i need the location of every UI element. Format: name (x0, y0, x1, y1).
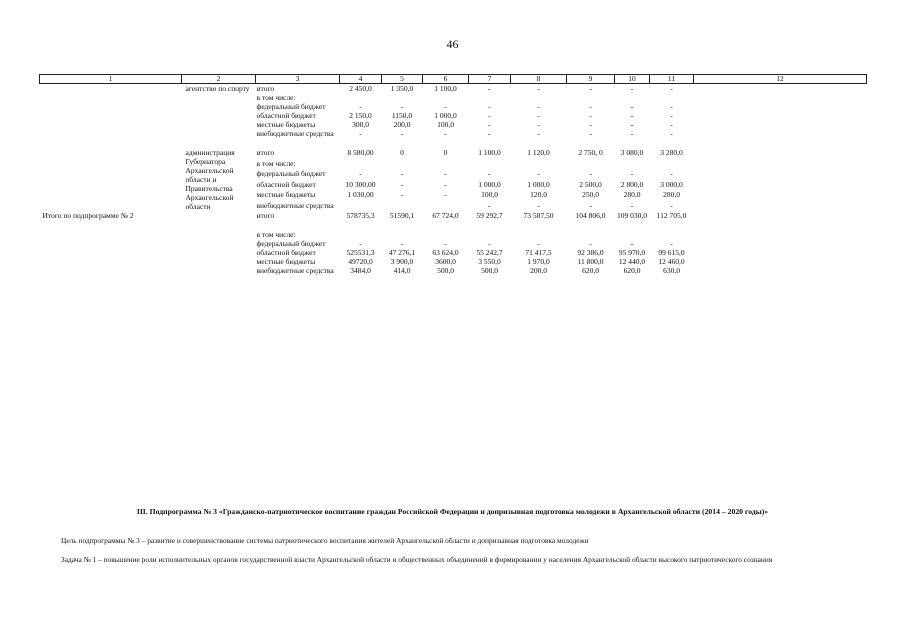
value-cell: - (444, 190, 447, 199)
spacer-row (40, 138, 867, 148)
value-cell: 3484,0 (350, 266, 371, 275)
value-cell: 10 300,00 (345, 179, 376, 189)
funding-source-label: итого (256, 211, 275, 220)
value-cell: 200,0 (393, 120, 411, 129)
funding-source-label: федеральный бюджет (256, 169, 326, 178)
value-cell: - (444, 169, 447, 178)
value-cell: 1 030,00 (347, 190, 374, 199)
note-cell (694, 257, 867, 266)
note-cell (694, 148, 867, 159)
value-cell: - (359, 102, 362, 111)
value-cell (567, 220, 615, 239)
table-row (40, 84, 867, 94)
value-cell: 3 280,0 (660, 148, 683, 157)
value-cell (650, 93, 694, 102)
value-cell: - (537, 169, 540, 178)
funding-source-label: федеральный бюджет (256, 239, 326, 248)
value-cell: 47 276,1 (388, 248, 416, 257)
value-cell: 414,0 (393, 266, 411, 275)
column-header: 12 (694, 75, 867, 84)
value-cell: 1 100,0 (434, 84, 457, 93)
value-cell: 1 000,0 (527, 179, 550, 189)
value-cell: 300,0 (352, 120, 369, 129)
value-cell (511, 159, 567, 170)
value-cell: 2 500,0 (579, 179, 602, 189)
column-header: 6 (423, 75, 469, 84)
funding-source-label: областной бюджет (256, 248, 316, 257)
note-cell (694, 84, 867, 94)
funding-source-label: федеральный бюджет (256, 102, 326, 111)
value-cell: 1 100,0 (478, 148, 501, 157)
value-cell: - (589, 129, 592, 138)
value-cell: 1 350,0 (390, 84, 414, 93)
value-cell: - (537, 239, 540, 248)
note-cell (694, 239, 867, 248)
value-cell: 1 970,0 (527, 257, 550, 266)
table-header-row (40, 75, 867, 84)
value-cell: - (537, 200, 540, 210)
value-cell: 525531,3 (346, 248, 375, 257)
value-cell: - (488, 111, 491, 120)
note-cell (694, 211, 867, 220)
value-cell: - (630, 200, 634, 210)
value-cell: - (488, 120, 491, 129)
value-cell: 3 080,0 (620, 148, 644, 157)
executor-name: агентство по спорту (185, 84, 250, 93)
goal-paragraph: Цель подпрограммы № 3 – развитие и совершенствование системы патриотического воспитания жителей Архангельской области и допризывная подготовка молодежи (61, 536, 589, 545)
value-cell: 12 460,0 (658, 257, 685, 266)
table-row (40, 148, 867, 159)
page-number: 46 (446, 37, 459, 51)
value-cell: - (670, 84, 673, 93)
column-header: 8 (511, 75, 567, 84)
value-cell: 3 900,0 (390, 257, 414, 266)
group-title: Итого по подпрограмме № 2 (42, 211, 134, 220)
value-cell: 1 000,0 (478, 179, 501, 189)
value-cell: 280,0 (663, 190, 680, 199)
value-cell (423, 93, 469, 102)
task-paragraph: Задача № 1 – повышение роли исполнительных органов государственной власти Архангельской области и общественных объединений в формировании у населения Архангельской области высокого патриотического сознания (61, 555, 773, 564)
value-cell (340, 201, 382, 212)
note-cell (694, 201, 867, 212)
value-cell: - (488, 129, 491, 138)
value-cell: 99 615,0 (658, 248, 685, 257)
value-cell: - (630, 120, 634, 129)
value-cell: - (670, 239, 673, 248)
value-cell: 92 386,0 (577, 248, 604, 257)
value-cell: - (359, 129, 362, 138)
value-cell: - (488, 239, 491, 248)
funding-source-label: итого (256, 148, 275, 157)
note-cell (694, 220, 867, 239)
note-cell (694, 180, 867, 191)
column-header: 11 (650, 75, 694, 84)
value-cell: - (400, 239, 404, 248)
value-cell: - (400, 102, 404, 111)
value-cell: 95 970,0 (618, 248, 646, 257)
value-cell: - (444, 102, 447, 111)
value-cell: - (589, 84, 592, 93)
funding-source-label: местные бюджеты (256, 120, 316, 129)
note-cell (694, 248, 867, 257)
column-header: 7 (469, 75, 511, 84)
column-header: 3 (256, 75, 340, 84)
funding-source-label: внебюджетные средства (256, 200, 334, 210)
note-cell (694, 93, 867, 102)
value-cell: - (589, 239, 592, 248)
note-cell (694, 190, 867, 201)
value-cell: 11 800,0 (577, 257, 604, 266)
value-cell: - (630, 129, 634, 138)
column-header: 1 (40, 75, 182, 84)
value-cell: 280,0 (623, 190, 641, 199)
executor-name: администрация Губернатора Архангельской области и Правительства Архангельской области (185, 148, 235, 211)
value-cell: 200,0 (530, 266, 547, 275)
value-cell: - (630, 111, 634, 120)
value-cell: - (488, 169, 491, 178)
value-cell: 2 150,0 (349, 111, 372, 120)
value-cell: - (589, 102, 592, 111)
funding-source-label: внебюджетные средства (256, 129, 334, 138)
value-cell: 12 440,0 (618, 257, 646, 266)
value-cell: - (400, 129, 404, 138)
column-header: 9 (567, 75, 615, 84)
value-cell: - (670, 111, 673, 120)
value-cell: 3 000,0 (660, 179, 683, 189)
value-cell (340, 220, 382, 239)
value-cell: - (359, 239, 362, 248)
empty-cell (40, 84, 182, 139)
value-cell: 3600,0 (435, 257, 456, 266)
note-cell (694, 111, 867, 120)
value-cell: - (537, 111, 540, 120)
value-cell: 578735,3 (346, 211, 375, 220)
note-cell (694, 169, 867, 180)
value-cell: - (589, 169, 592, 178)
value-cell: - (444, 179, 447, 189)
funding-source-label: внебюджетные средства (256, 266, 334, 275)
value-cell: - (444, 129, 447, 138)
value-cell: - (400, 169, 404, 178)
note-cell (694, 266, 867, 275)
spacer-cell (40, 138, 867, 148)
value-cell (382, 93, 423, 102)
value-cell: - (400, 179, 404, 189)
value-cell: 2 750, 0 (578, 148, 603, 157)
note-cell (694, 120, 867, 129)
value-cell (340, 159, 382, 170)
value-cell: - (488, 84, 491, 93)
value-cell: 620,0 (623, 266, 641, 275)
value-cell: 2 800,0 (620, 179, 644, 189)
value-cell: 120,0 (530, 190, 547, 199)
value-cell (511, 220, 567, 239)
funding-source-label: местные бюджеты (256, 257, 316, 266)
value-cell: 0 (443, 148, 448, 157)
empty-cell (40, 148, 182, 211)
note-cell (694, 159, 867, 170)
value-cell: 51590,1 (389, 211, 415, 220)
table-row (40, 211, 867, 220)
value-cell: - (630, 102, 634, 111)
section-heading: III. Подпрограмма № 3 «Гражданско-патриотическое воспитание граждан Российской Федерации и допризывная подготовка молодежи в Архангельской области (2014 – 2020 годы)» (136, 507, 769, 516)
column-header: 10 (615, 75, 650, 84)
value-cell: - (589, 111, 592, 120)
budget-table (39, 74, 867, 275)
value-cell: 49720,0 (348, 257, 373, 266)
empty-cell (182, 211, 256, 275)
funding-source-label: в том числе: (256, 230, 296, 239)
funding-source-label: в том числе: (256, 93, 296, 102)
funding-source-label: итого (256, 84, 275, 93)
value-cell: 620,0 (582, 266, 599, 275)
value-cell: 500,0 (481, 266, 498, 275)
value-cell: 100,0 (481, 190, 498, 199)
value-cell: - (670, 169, 673, 178)
value-cell: - (630, 239, 634, 248)
value-cell: - (359, 169, 362, 178)
value-cell: - (589, 200, 592, 210)
value-cell: 71 417,5 (525, 248, 552, 257)
value-cell: 8 580,00 (347, 148, 374, 157)
value-cell (567, 93, 615, 102)
column-header: 2 (182, 75, 256, 84)
value-cell (469, 93, 511, 102)
value-cell: 3 550,0 (478, 257, 501, 266)
value-cell (650, 220, 694, 239)
value-cell: - (670, 120, 673, 129)
value-cell (469, 159, 511, 170)
value-cell: - (488, 200, 491, 210)
value-cell: 500,0 (437, 266, 454, 275)
value-cell: 67 724,0 (432, 211, 459, 220)
note-cell (694, 102, 867, 111)
value-cell (567, 159, 615, 170)
value-cell: 0 (400, 148, 404, 157)
funding-source-label: в том числе: (256, 158, 296, 168)
value-cell: - (400, 190, 404, 199)
value-cell (469, 220, 511, 239)
value-cell: 630,0 (663, 266, 680, 275)
value-cell: - (630, 84, 634, 93)
value-cell: - (589, 120, 592, 129)
value-cell: - (537, 102, 540, 111)
value-cell: - (670, 102, 673, 111)
value-cell (650, 159, 694, 170)
value-cell: 73 587,50 (523, 211, 554, 220)
value-cell (340, 93, 382, 102)
value-cell: 1150,0 (391, 111, 413, 120)
value-cell: 250,0 (582, 190, 599, 199)
note-cell (694, 129, 867, 138)
value-cell (511, 93, 567, 102)
value-cell: 1 120,0 (527, 148, 550, 157)
value-cell (382, 159, 423, 170)
value-cell: - (444, 239, 447, 248)
value-cell: - (537, 120, 540, 129)
value-cell (382, 220, 423, 239)
value-cell: - (670, 200, 673, 210)
value-cell: 112 705,0 (656, 211, 687, 220)
value-cell (423, 201, 469, 212)
value-cell (615, 159, 650, 170)
value-cell: 100,0 (437, 120, 454, 129)
value-cell: - (537, 84, 540, 93)
value-cell (615, 93, 650, 102)
value-cell: 1 000,0 (434, 111, 457, 120)
value-cell (615, 220, 650, 239)
value-cell: 109 030,0 (617, 211, 647, 220)
value-cell: 59 292,7 (476, 211, 503, 220)
value-cell (423, 220, 469, 239)
funding-source-label: местные бюджеты (256, 190, 316, 199)
funding-source-label: областной бюджет (256, 179, 316, 189)
value-cell: 2 450,0 (349, 84, 372, 93)
funding-source-label: областной бюджет (256, 111, 316, 120)
value-cell: 63 624,0 (432, 248, 459, 257)
value-cell: 55 242,7 (476, 248, 503, 257)
column-header: 4 (340, 75, 382, 84)
column-header: 5 (382, 75, 423, 84)
value-cell (382, 201, 423, 212)
value-cell: - (670, 129, 673, 138)
value-cell (423, 159, 469, 170)
value-cell: - (630, 169, 634, 178)
value-cell: 104 806,0 (575, 211, 606, 220)
value-cell: - (537, 129, 540, 138)
value-cell: - (488, 102, 491, 111)
